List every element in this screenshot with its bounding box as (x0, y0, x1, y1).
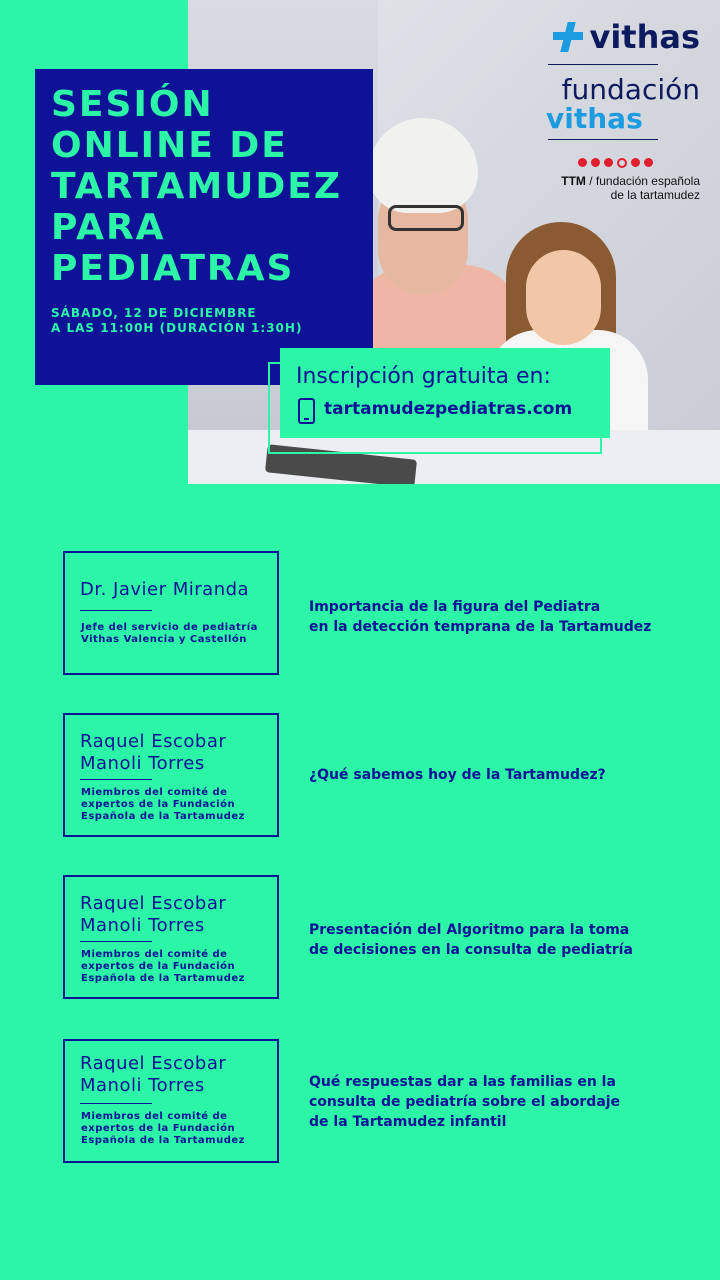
speaker-divider (80, 941, 152, 942)
speaker-role-line: Miembros del comité de (81, 949, 228, 960)
speaker-role-line: Miembros del comité de (81, 787, 228, 798)
logo-divider (548, 64, 658, 65)
vithas-logo (530, 20, 700, 54)
registration-label: Inscripción gratuita en: (296, 364, 551, 389)
date-line: A LAS 11:00H (DURACIÓN 1:30H) (51, 321, 303, 335)
registration-box (280, 348, 610, 438)
event-title (51, 84, 342, 289)
speaker-role-line: expertos de la Fundación (81, 799, 236, 810)
speaker-divider (80, 610, 152, 611)
topic-line: en la detección temprana de la Tartamudez (309, 619, 652, 635)
vithas-wordmark: vithas (589, 18, 700, 56)
ttm-dot-ring (617, 158, 627, 168)
speaker-role-line: Miembros del comité de (81, 1111, 228, 1122)
topic-line: Presentación del Algoritmo para la toma (309, 922, 630, 938)
speaker-role-line: expertos de la Fundación (81, 961, 236, 972)
session-row (63, 1039, 703, 1163)
speaker-name (80, 731, 226, 775)
ttm-logo-text (530, 174, 700, 202)
session-topic (309, 597, 651, 637)
session-row (63, 551, 703, 675)
ttm-line1: / fundación española (589, 174, 700, 188)
vithas-cross-icon (551, 20, 585, 54)
title-line: SESIÓN (51, 84, 214, 125)
photo-grandmother-hair (368, 118, 478, 213)
session-topic (309, 1072, 620, 1132)
speaker-role-line: expertos de la Fundación (81, 1123, 236, 1134)
title-line: TARTAMUDEZ (51, 166, 342, 207)
speaker-role (81, 622, 258, 646)
speaker-name-line: Raquel Escobar (80, 893, 227, 914)
speaker-card (63, 875, 279, 999)
speaker-name (80, 1053, 226, 1097)
speaker-name-line: Raquel Escobar (80, 731, 227, 752)
title-line: ONLINE DE (51, 125, 288, 166)
speaker-role-line: Vithas Valencia y Castellón (81, 634, 247, 645)
speaker-name (80, 893, 226, 937)
speaker-role (81, 787, 245, 823)
ttm-dot (591, 158, 600, 167)
speaker-divider (80, 779, 152, 780)
speaker-name-line: Manoli Torres (80, 753, 205, 774)
event-title-box (35, 69, 373, 385)
speaker-card (63, 551, 279, 675)
speaker-name-line: Dr. Javier Miranda (80, 579, 250, 600)
sponsor-logos (530, 20, 700, 202)
topic-line: de decisiones en la consulta de pediatría (309, 942, 633, 958)
topic-line: Qué respuestas dar a las familias en la (309, 1074, 616, 1090)
speaker-name (80, 579, 249, 601)
phone-icon (298, 398, 315, 424)
date-line: SÁBADO, 12 DE DICIEMBRE (51, 306, 257, 320)
ttm-dot (578, 158, 587, 167)
registration-link[interactable]: tartamudezpediatras.com (324, 399, 573, 419)
speaker-role-line: Española de la Tartamudez (81, 973, 245, 984)
speaker-name-line: Raquel Escobar (80, 1053, 227, 1074)
ttm-dot (644, 158, 653, 167)
speaker-name-line: Manoli Torres (80, 915, 205, 936)
speaker-role-line: Española de la Tartamudez (81, 811, 245, 822)
event-date (51, 306, 302, 336)
photo-girl-face (526, 250, 601, 345)
ttm-dot (631, 158, 640, 167)
speaker-role-line: Jefe del servicio de pediatría (81, 622, 258, 633)
speaker-role (81, 949, 245, 985)
topic-line: de la Tartamudez infantil (309, 1114, 507, 1130)
session-topic (309, 920, 633, 960)
topic-line: consulta de pediatría sobre el abordaje (309, 1094, 621, 1110)
speaker-card (63, 1039, 279, 1163)
session-row (63, 875, 703, 999)
speaker-card (63, 713, 279, 837)
session-row (63, 713, 703, 837)
photo-glasses (388, 205, 464, 231)
fundacion-vithas-wordmark: vithas (546, 102, 643, 135)
logo-divider-2 (548, 139, 658, 140)
ttm-dot (604, 158, 613, 167)
title-line: PARA (51, 207, 166, 248)
ttm-dots-icon (530, 158, 700, 168)
speaker-role (81, 1111, 245, 1147)
speaker-role-line: Española de la Tartamudez (81, 1135, 245, 1146)
ttm-line2: de la tartamudez (610, 188, 700, 202)
speaker-divider (80, 1103, 152, 1104)
topic-line: ¿Qué sabemos hoy de la Tartamudez? (309, 767, 606, 783)
fundacion-wordmark: fundación (561, 73, 700, 106)
speaker-name-line: Manoli Torres (80, 1075, 205, 1096)
topic-line: Importancia de la figura del Pediatra (309, 599, 601, 615)
title-line: PEDIATRAS (51, 248, 295, 289)
ttm-short: TTM (561, 174, 586, 188)
session-topic (309, 765, 606, 785)
